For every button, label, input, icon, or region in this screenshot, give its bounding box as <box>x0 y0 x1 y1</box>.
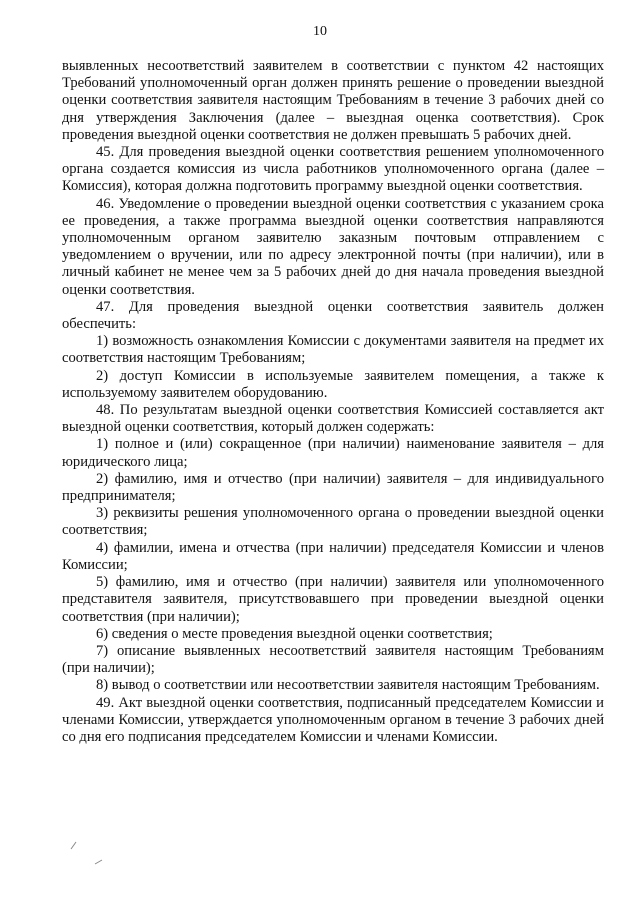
scan-tick-mark <box>94 858 104 866</box>
paragraph-47: 47. Для проведения выездной оценки соответствия заявитель должен обеспечить: <box>62 298 604 333</box>
list-item-48-2: 2) фамилию, имя и отчество (при наличии) заявителя – для индивидуального предпринимателя; <box>62 470 604 505</box>
paragraph-44-continuation: выявленных несоответствий заявителем в соответствии с пунктом 42 настоящих Требований уполномоченный орган должен принять решение о проведении выездной оценки соответствия заявителя настоящим Требованиям в течение 3 рабочих дней со дня утверждения Заключения (далее – выездная оценка соответствия). Срок проведения выездной оценки соответствия не должен превышать 5 рабочих дней. <box>62 58 604 143</box>
list-item-48-1: 1) полное и (или) сокращенное (при наличии) наименование заявителя – для юридического лица; <box>62 436 604 470</box>
paragraph-45: 45. Для проведения выездной оценки соответствия решением уполномоченного органа создается комиссия из числа работников уполномоченного органа (далее – Комиссия), которая должна подготовить программу выездной оценки соответствия. <box>62 144 604 195</box>
list-item-48-8: 8) вывод о соответствии или несоответствии заявителя настоящим Требованиям. <box>96 677 600 694</box>
list-item-48-4: 4) фамилии, имена и отчества (при наличии) председателя Комиссии и членов Комиссии; <box>62 539 604 573</box>
list-item-47-1: 1) возможность ознакомления Комиссии с документами заявителя на предмет их соответствия настоящим Требованиям; <box>62 333 604 367</box>
paragraph-49: 49. Акт выездной оценки соответствия, подписанный председателем Комиссии и членами Комиссии, утверждается уполномоченным органом в течение 3 рабочих дней со дня его подписания председателем Комиссии и членами Комиссии. <box>62 694 604 745</box>
paragraph-46: 46. Уведомление о проведении выездной оценки соответствия с указанием срока ее проведения, а также программа выездной оценки соответствия направляются уполномоченным органом заявителю заказным почтовым отправлением с уведомлением о вручении, или по адресу электронной почты (при наличии), или в личный кабинет не менее чем за 5 рабочих дней до дня начала проведения выездной оценки соответствия. <box>62 195 604 298</box>
list-item-48-6: 6) сведения о месте проведения выездной оценки соответствия; <box>96 625 493 642</box>
list-item-48-7: 7) описание выявленных несоответствий заявителя настоящим Требованиям (при наличии); <box>62 642 604 677</box>
page-number: 10 <box>313 24 327 39</box>
list-item-47-2: 2) доступ Комиссии в используемые заявителем помещения, а также к используемому заявителем оборудованию. <box>62 367 604 401</box>
list-item-48-5: 5) фамилию, имя и отчество (при наличии) заявителя или уполномоченного представителя заявителя, присутствовавшего при проведении выездной оценки соответствия (при наличии); <box>62 574 604 625</box>
document-body <box>62 58 604 746</box>
list-item-48-3: 3) реквизиты решения уполномоченного органа о проведении выездной оценки соответствия; <box>62 505 604 539</box>
scan-speck-mark <box>70 840 78 850</box>
paragraph-48: 48. По результатам выездной оценки соответствия Комиссией составляется акт выездной оценки соответствия, который должен содержать: <box>62 402 604 436</box>
